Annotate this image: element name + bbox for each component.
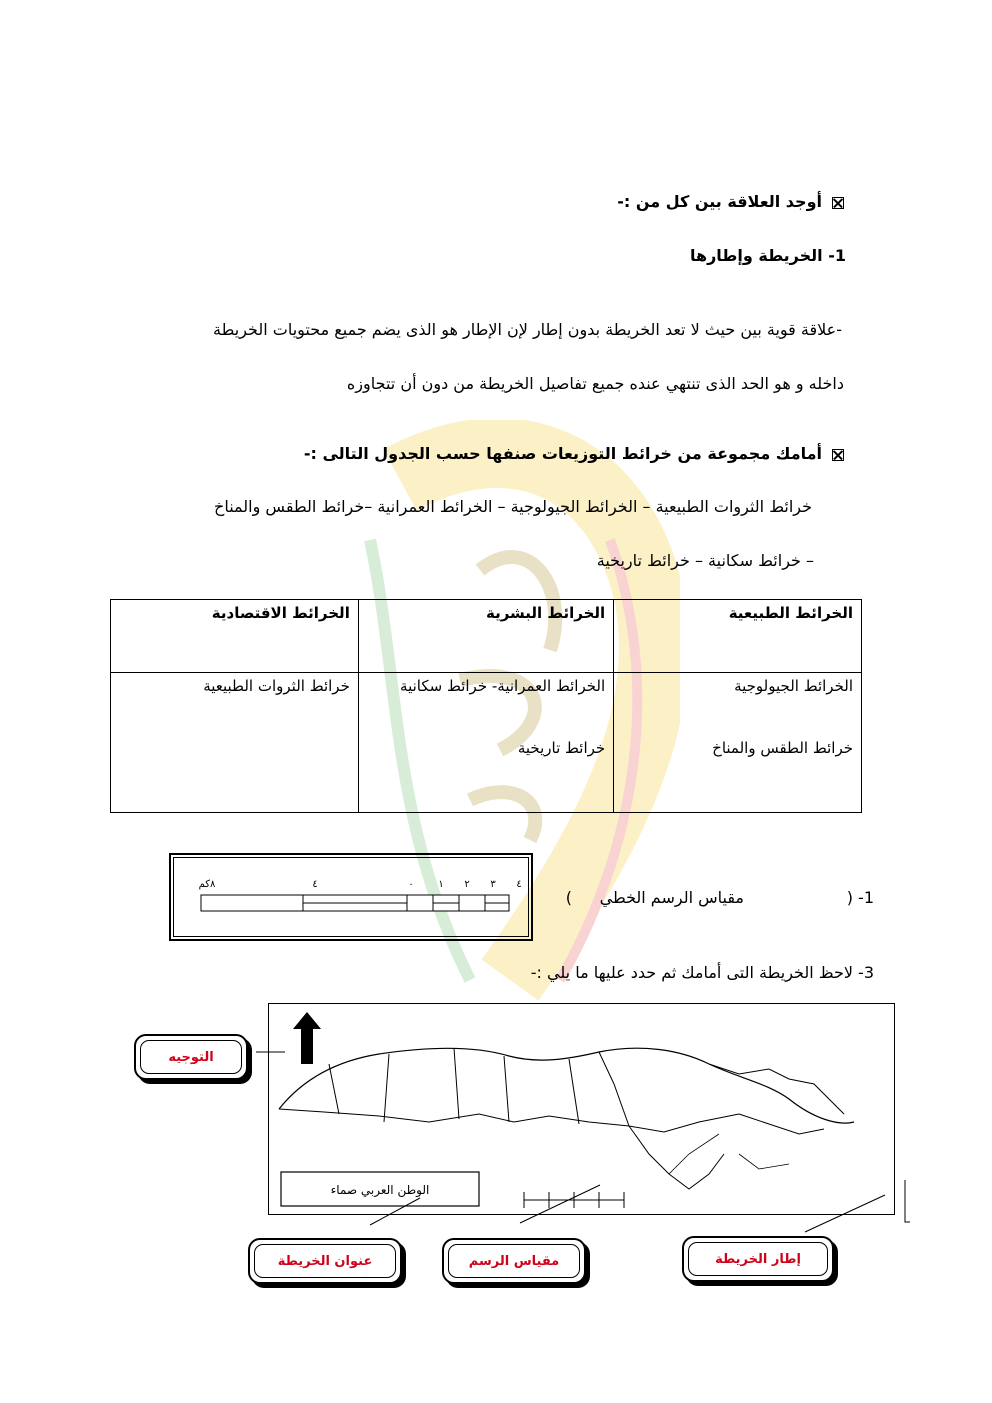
label-map-title xyxy=(248,1238,402,1284)
q3-heading: 3- لاحظ الخريطة التى أمامك ثم حدد عليها ما يلي :- xyxy=(530,963,874,982)
scale-label: ٠ xyxy=(408,879,414,890)
label-scale xyxy=(442,1238,586,1284)
scale-label: ٢ xyxy=(464,879,470,890)
label-text: إطار الخريطة xyxy=(715,1251,801,1267)
cell-economic xyxy=(111,673,359,813)
cell-human xyxy=(358,673,613,813)
scale-bar-drawing xyxy=(171,855,535,943)
scale-label: ٤ xyxy=(516,879,522,890)
label-text: عنوان الخريطة xyxy=(277,1253,373,1269)
cell-line: الخرائط العمرانية- خرائط سكانية xyxy=(400,677,606,695)
cell-natural xyxy=(614,673,862,813)
scale-item-number: 1- ( xyxy=(846,888,874,907)
table-row xyxy=(111,673,862,813)
map-outline xyxy=(269,1004,893,1212)
q2-list-line2: – خرائط سكانية – خرائط تاريخية xyxy=(596,551,814,570)
header-human: الخرائط البشرية xyxy=(358,600,613,673)
q1-answer-line1: -علاقة قوية بين حيث لا تعد الخريطة بدون إطار لإن الإطار هو الذى يضم جميع محتويات الخريطة xyxy=(213,320,842,339)
label-orientation xyxy=(134,1034,248,1080)
header-natural: الخرائط الطبيعية xyxy=(614,600,862,673)
q1-heading: أوجد العلاقة بين كل من :- xyxy=(617,192,844,211)
header-economic: الخرائط الاقتصادية xyxy=(111,600,359,673)
label-frame xyxy=(682,1236,834,1282)
cell-line: خرائط الطقس والمناخ xyxy=(712,739,853,757)
arab-world-map xyxy=(268,1003,895,1215)
cell-line: خرائط الثروات الطبيعية xyxy=(203,677,350,695)
scale-label: ١ xyxy=(438,879,444,890)
cell-line: خرائط تاريخية xyxy=(517,739,606,757)
cell-line: الخرائط الجيولوجية xyxy=(734,677,853,695)
scale-close-paren: ) xyxy=(565,888,572,907)
q2-heading: أمامك مجموعة من خرائط التوزيعات صنفها حسب الجدول التالى :- xyxy=(304,444,844,463)
label-text: التوجيه xyxy=(168,1049,214,1065)
scale-label: ٤ xyxy=(312,879,318,890)
map-title-text: الوطن العربي صماء xyxy=(330,1183,430,1197)
scale-label: ٨كم xyxy=(198,879,216,890)
q1-answer-line2: داخله و هو الحد الذى تنتهي عنده جميع تفاصيل الخريطة من دون أن تتجاوزه xyxy=(346,374,844,393)
scale-answer: مقياس الرسم الخطي xyxy=(599,888,744,907)
north-arrow-icon xyxy=(293,1012,321,1064)
table-header-row xyxy=(111,600,862,673)
scale-bar-figure xyxy=(169,853,533,941)
q2-list-line1: خرائط الثروات الطبيعية – الخرائط الجيولوجية – الخرائط العمرانية –خرائط الطقس والمناخ xyxy=(214,497,812,516)
label-text: مقياس الرسم xyxy=(468,1253,560,1269)
checkbox-icon xyxy=(832,449,844,461)
q1-item: 1- الخريطة وإطارها xyxy=(689,246,846,265)
classification-table xyxy=(110,599,862,813)
scale-label: ٣ xyxy=(490,879,496,890)
checkbox-icon xyxy=(832,197,844,209)
